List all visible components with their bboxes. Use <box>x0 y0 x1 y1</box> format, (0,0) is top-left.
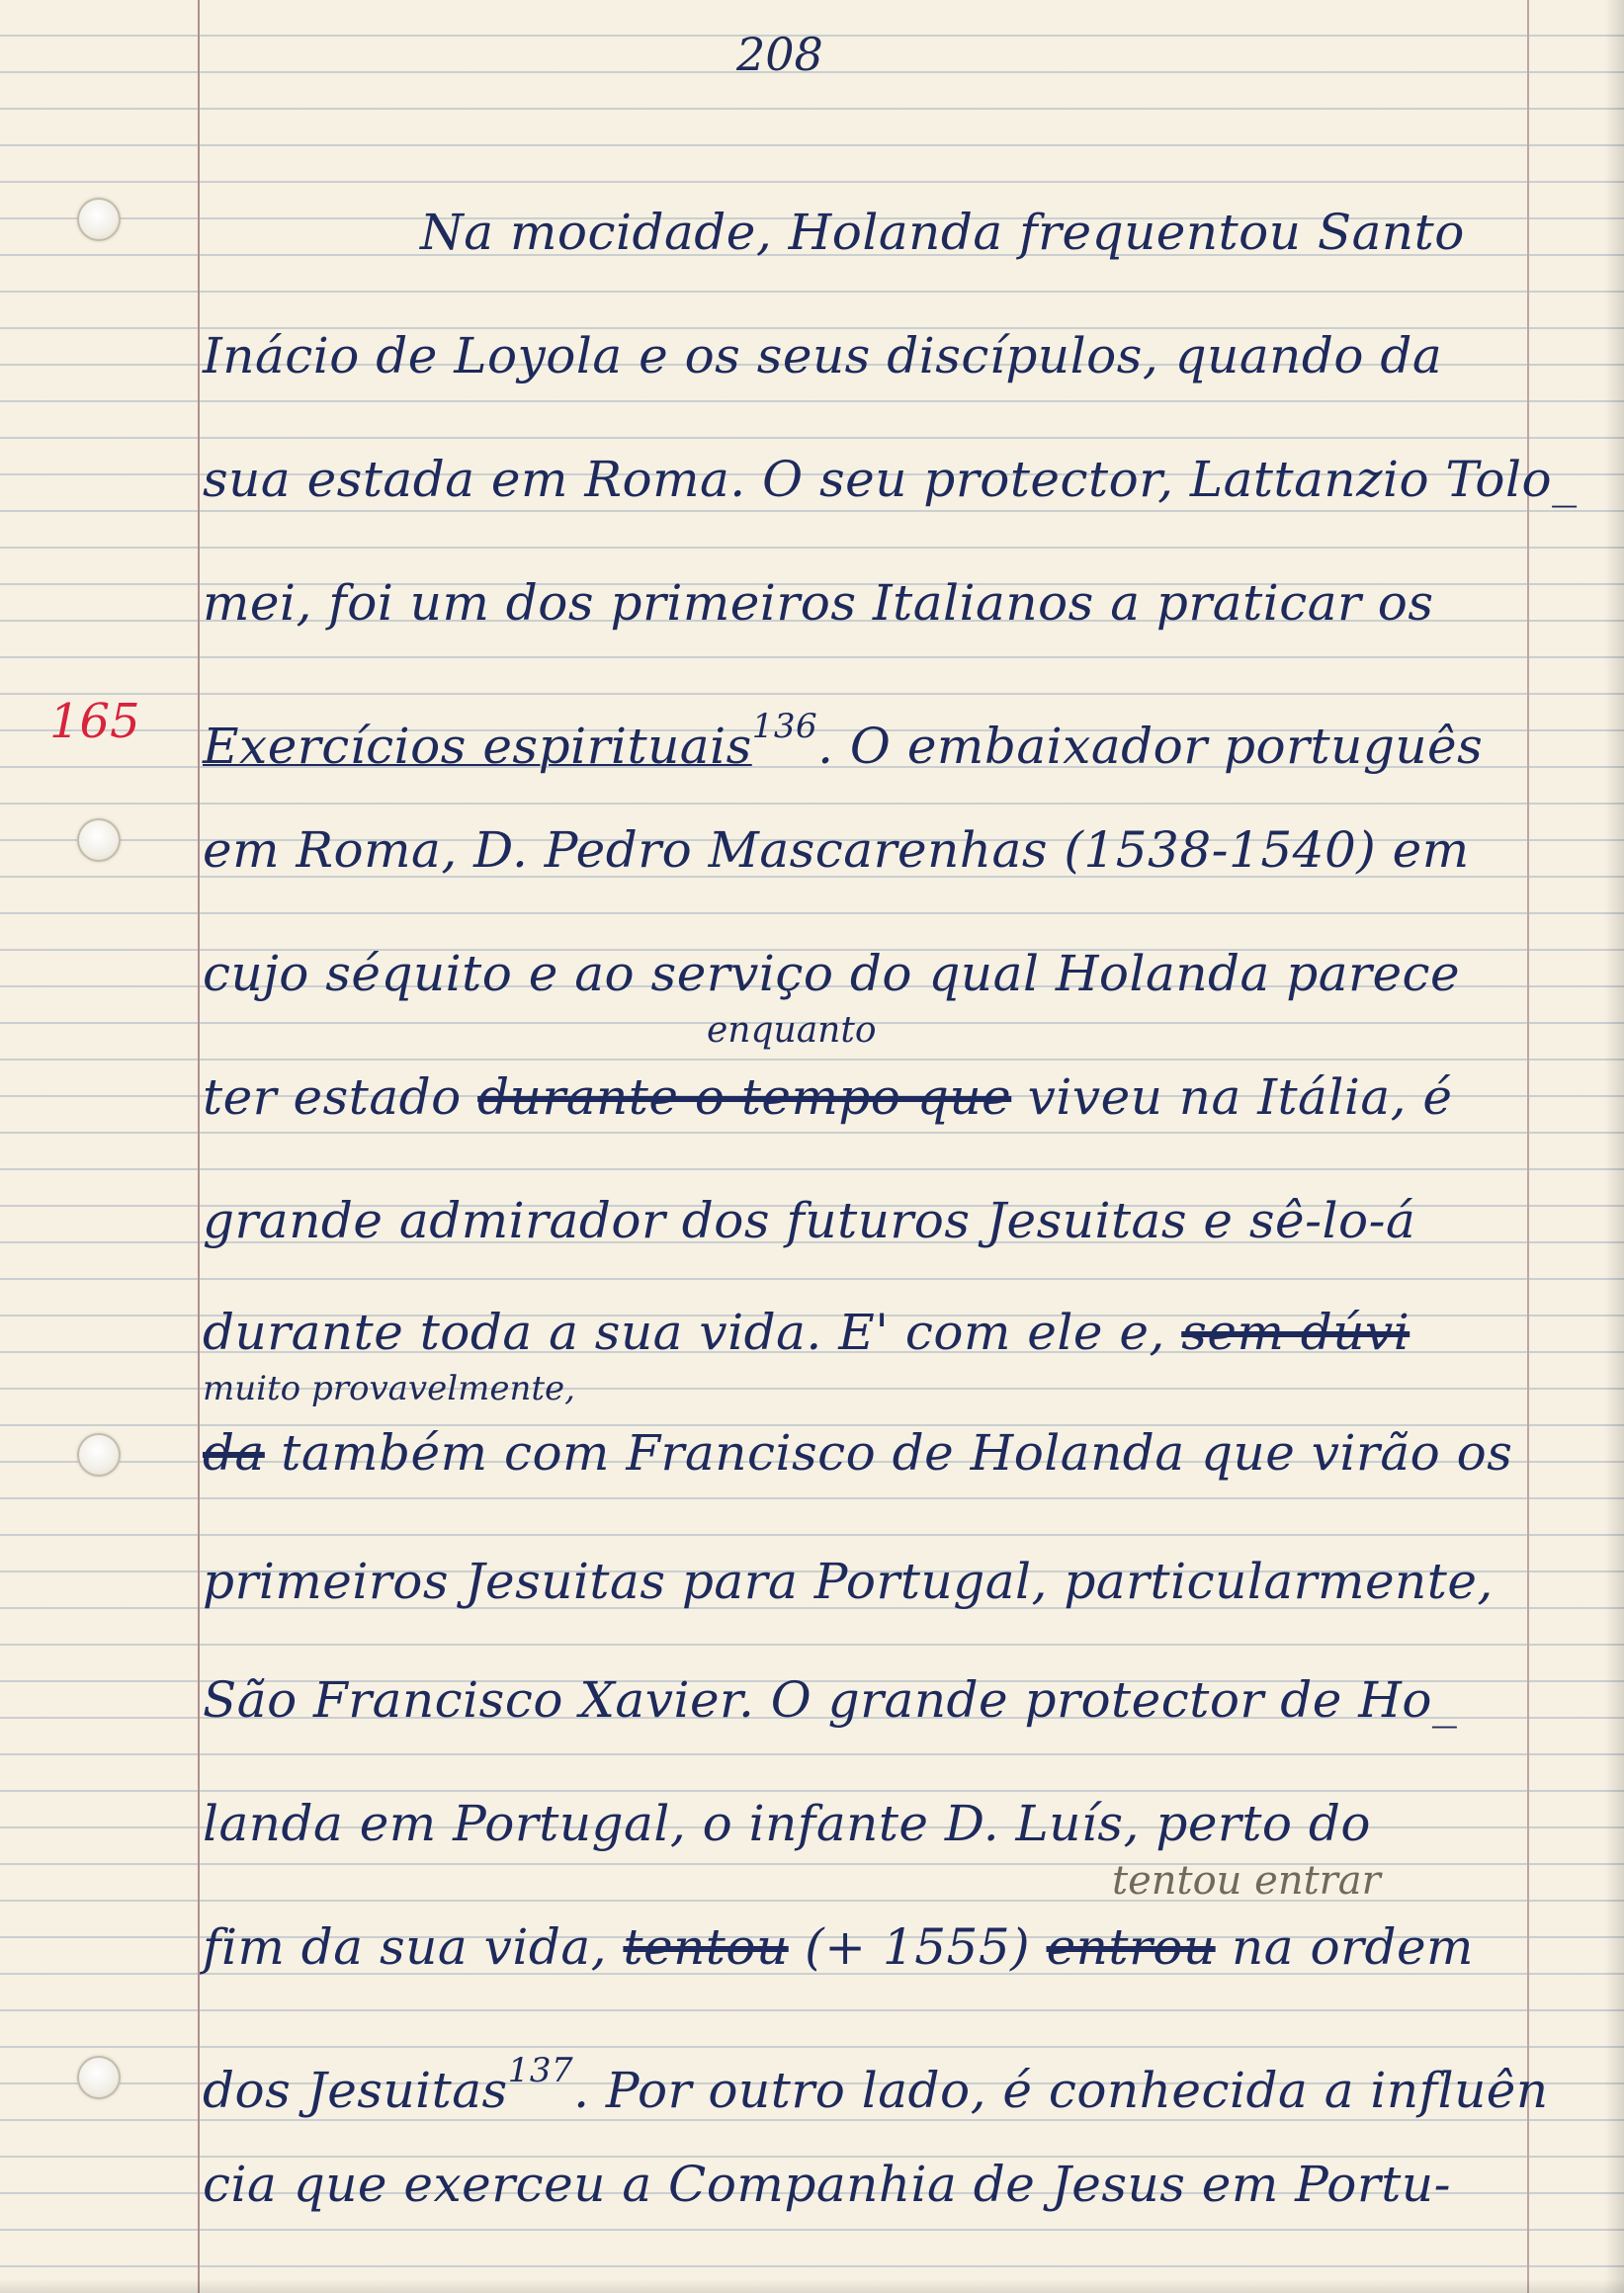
struck-text: tentou <box>623 1918 789 1976</box>
line-text: também com Francisco de Holanda que virão os <box>264 1424 1513 1482</box>
text-line-8 <box>203 1067 1527 1127</box>
text-line-2 <box>203 326 1527 385</box>
text-line-7 <box>203 944 1527 1003</box>
line-text: viveu na Itália, é <box>1011 1068 1453 1126</box>
text-line-1 <box>420 203 1527 262</box>
text-line-12 <box>203 1552 1527 1611</box>
punch-hole <box>77 2056 121 2099</box>
margin-note: 165 <box>49 694 140 749</box>
footnote-ref: 137 <box>507 2051 574 2090</box>
line-text: cia que exerceu a Companhia de Jesus em Portu- <box>203 2156 1451 2213</box>
page-edge-shadow <box>0 2279 1624 2293</box>
pencil-insertion: tentou entrar <box>1112 1858 1381 1904</box>
line-text: (+ 1555) <box>788 1918 1047 1976</box>
line-text: mei, foi um dos primeiros Italianos a praticar os <box>203 574 1434 632</box>
line-text: Inácio de Loyola e os seus discípulos, quando da <box>203 327 1443 384</box>
line-text: sua estada em Roma. O seu protector, Lattanzio Tolo_ <box>203 451 1578 508</box>
left-margin-rule <box>198 0 200 2293</box>
line-text: Na mocidade, Holanda frequentou Santo <box>420 204 1465 261</box>
punch-hole <box>77 818 121 862</box>
insertion-muito-provavelmente: muito provavelmente, <box>203 1369 575 1408</box>
text-line-13 <box>203 1670 1527 1730</box>
text-line-10 <box>203 1303 1527 1362</box>
line-text: . O embaixador português <box>817 718 1484 775</box>
line-text: primeiros Jesuitas para Portugal, particularmente, <box>203 1553 1494 1610</box>
text-line-15 <box>203 1917 1527 1977</box>
line-text: ter estado <box>203 1068 478 1126</box>
footnote-ref: 136 <box>751 707 818 746</box>
line-text: landa em Portugal, o infante D. Luís, perto do <box>203 1795 1372 1852</box>
page-edge-shadow <box>1604 0 1624 2293</box>
struck-text: durante o tempo que <box>477 1068 1012 1126</box>
text-line-17 <box>203 2155 1527 2214</box>
insertion-enquanto: enquanto <box>707 1010 877 1051</box>
line-text: cujo séquito e ao serviço do qual Holanda parece <box>203 945 1461 1002</box>
underlined-title: Exercícios espirituais <box>203 718 752 775</box>
text-line-14 <box>203 1794 1527 1853</box>
line-text: dos Jesuitas <box>203 2062 508 2119</box>
text-line-4 <box>203 573 1527 633</box>
text-line-9 <box>203 1191 1527 1250</box>
line-text: São Francisco Xavier. O grande protector de Ho_ <box>203 1671 1458 1729</box>
struck-text: sem dúvi <box>1181 1304 1410 1361</box>
line-text: em Roma, D. Pedro Mascarenhas (1538-1540) em <box>203 821 1470 879</box>
punch-hole <box>77 1433 121 1477</box>
text-line-6 <box>203 820 1527 880</box>
line-text: . Por outro lado, é conhecida a influên <box>573 2062 1549 2119</box>
text-line-16 <box>203 2041 1549 2120</box>
struck-text: entrou <box>1046 1918 1216 1976</box>
line-text: durante toda a sua vida. E' com ele e, <box>203 1304 1182 1361</box>
struck-text: da <box>203 1424 265 1482</box>
right-margin-rule <box>1527 0 1529 2293</box>
punch-hole <box>77 198 121 241</box>
text-line-3 <box>203 450 1578 509</box>
text-line-11 <box>203 1423 1527 1483</box>
line-text: grande admirador dos futuros Jesuitas e sê-lo-á <box>203 1192 1416 1249</box>
text-line-5 <box>203 697 1527 776</box>
line-text: fim da sua vida, <box>203 1918 624 1976</box>
line-text: na ordem <box>1215 1918 1474 1976</box>
page-number: 208 <box>736 28 823 81</box>
